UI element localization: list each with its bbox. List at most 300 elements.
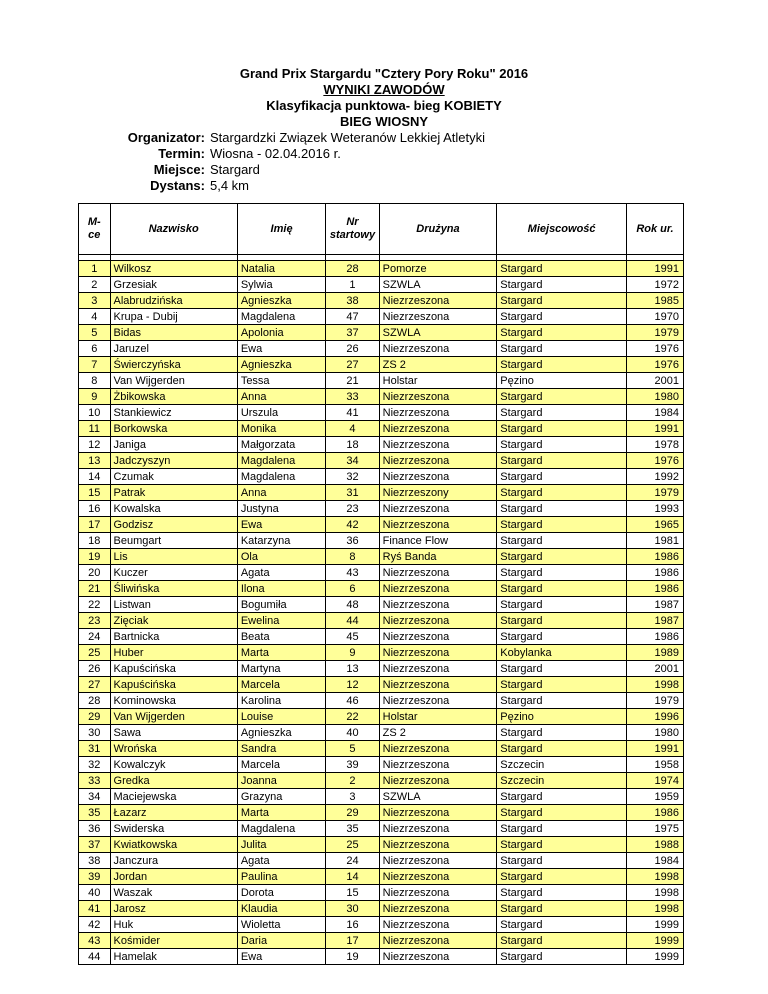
cell-city: Stargard <box>497 693 627 709</box>
cell-surname: Kuczer <box>110 565 237 581</box>
cell-surname: Wilkosz <box>110 261 237 277</box>
cell-city: Szczecin <box>497 773 627 789</box>
header-surname: Nazwisko <box>110 204 237 255</box>
cell-surname: Hamelak <box>110 949 237 965</box>
cell-surname: Zięciak <box>110 613 237 629</box>
cell-firstname: Marta <box>237 805 326 821</box>
cell-bib: 2 <box>326 773 379 789</box>
cell-place: 39 <box>79 869 111 885</box>
table-row <box>79 581 684 597</box>
results-body <box>79 261 684 965</box>
cell-firstname: Agnieszka <box>237 293 326 309</box>
cell-city: Stargard <box>497 933 627 949</box>
cell-birth-year: 1999 <box>626 949 683 965</box>
cell-firstname: Wioletta <box>237 917 326 933</box>
cell-place: 8 <box>79 373 111 389</box>
cell-birth-year: 1998 <box>626 885 683 901</box>
cell-birth-year: 1958 <box>626 757 683 773</box>
cell-birth-year: 1986 <box>626 629 683 645</box>
cell-team: Niezrzeszona <box>379 821 497 837</box>
cell-birth-year: 1984 <box>626 853 683 869</box>
cell-team: Niezrzeszona <box>379 405 497 421</box>
cell-place: 5 <box>79 325 111 341</box>
cell-birth-year: 1974 <box>626 773 683 789</box>
cell-firstname: Joanna <box>237 773 326 789</box>
cell-bib: 25 <box>326 837 379 853</box>
classification-heading: Klasyfikacja punktowa- bieg KOBIETY <box>266 98 502 113</box>
cell-bib: 32 <box>326 469 379 485</box>
cell-city: Stargard <box>497 597 627 613</box>
cell-team: Niezrzeszona <box>379 901 497 917</box>
cell-team: Niezrzeszona <box>379 613 497 629</box>
cell-city: Stargard <box>497 533 627 549</box>
cell-firstname: Tessa <box>237 373 326 389</box>
cell-firstname: Agata <box>237 565 326 581</box>
cell-birth-year: 1991 <box>626 741 683 757</box>
cell-city: Stargard <box>497 405 627 421</box>
cell-place: 41 <box>79 901 111 917</box>
table-row <box>79 709 684 725</box>
cell-team: Niezrzeszona <box>379 517 497 533</box>
table-row <box>79 725 684 741</box>
table-row <box>79 469 684 485</box>
cell-surname: Kwiatkowska <box>110 837 237 853</box>
cell-firstname: Klaudia <box>237 901 326 917</box>
cell-firstname: Marta <box>237 645 326 661</box>
table-row <box>79 341 684 357</box>
cell-team: Niezrzeszona <box>379 869 497 885</box>
cell-team: Niezrzeszona <box>379 565 497 581</box>
header-firstname: Imię <box>237 204 326 255</box>
cell-surname: Kowalska <box>110 501 237 517</box>
cell-bib: 41 <box>326 405 379 421</box>
cell-birth-year: 1998 <box>626 869 683 885</box>
cell-firstname: Anna <box>237 389 326 405</box>
cell-birth-year: 1989 <box>626 645 683 661</box>
cell-city: Pęzino <box>497 373 627 389</box>
cell-firstname: Anna <box>237 485 326 501</box>
cell-bib: 16 <box>326 917 379 933</box>
table-row <box>79 661 684 677</box>
cell-birth-year: 1999 <box>626 917 683 933</box>
cell-birth-year: 1972 <box>626 277 683 293</box>
cell-city: Stargard <box>497 309 627 325</box>
table-row <box>79 629 684 645</box>
cell-team: Niezrzeszona <box>379 645 497 661</box>
cell-birth-year: 1984 <box>626 405 683 421</box>
cell-surname: Wrońska <box>110 741 237 757</box>
cell-birth-year: 1978 <box>626 437 683 453</box>
cell-surname: Kowalczyk <box>110 757 237 773</box>
cell-birth-year: 1976 <box>626 341 683 357</box>
date-value: Wiosna - 02.04.2016 r. <box>210 146 341 161</box>
cell-surname: Maciejewska <box>110 789 237 805</box>
cell-firstname: Natalia <box>237 261 326 277</box>
table-row <box>79 485 684 501</box>
cell-bib: 42 <box>326 517 379 533</box>
cell-surname: Kominowska <box>110 693 237 709</box>
cell-city: Stargard <box>497 805 627 821</box>
cell-team: Niezrzeszona <box>379 837 497 853</box>
cell-team: Niezrzeszona <box>379 853 497 869</box>
cell-surname: Borkowska <box>110 421 237 437</box>
cell-place: 15 <box>79 485 111 501</box>
cell-team: Niezrzeszona <box>379 309 497 325</box>
cell-team: Niezrzeszona <box>379 597 497 613</box>
cell-birth-year: 1992 <box>626 469 683 485</box>
cell-bib: 28 <box>326 261 379 277</box>
cell-bib: 34 <box>326 453 379 469</box>
cell-firstname: Beata <box>237 629 326 645</box>
cell-birth-year: 1976 <box>626 453 683 469</box>
cell-firstname: Agnieszka <box>237 357 326 373</box>
table-row <box>79 597 684 613</box>
cell-team: Niezrzeszona <box>379 581 497 597</box>
cell-firstname: Dorota <box>237 885 326 901</box>
table-row <box>79 917 684 933</box>
cell-place: 23 <box>79 613 111 629</box>
cell-bib: 45 <box>326 629 379 645</box>
cell-place: 33 <box>79 773 111 789</box>
cell-surname: Van Wijgerden <box>110 709 237 725</box>
cell-surname: Jordan <box>110 869 237 885</box>
cell-firstname: Magdalena <box>237 469 326 485</box>
results-subtitle: WYNIKI ZAWODÓW <box>323 82 445 97</box>
cell-birth-year: 1987 <box>626 613 683 629</box>
cell-birth-year: 1988 <box>626 837 683 853</box>
table-row <box>79 933 684 949</box>
cell-firstname: Magdalena <box>237 453 326 469</box>
cell-birth-year: 2001 <box>626 661 683 677</box>
cell-firstname: Katarzyna <box>237 533 326 549</box>
cell-surname: Van Wijgerden <box>110 373 237 389</box>
cell-birth-year: 1998 <box>626 901 683 917</box>
organizer-label: Organizator: <box>127 130 205 145</box>
table-row <box>79 453 684 469</box>
table-row <box>79 773 684 789</box>
cell-surname: Jarosz <box>110 901 237 917</box>
cell-place: 11 <box>79 421 111 437</box>
table-row <box>79 437 684 453</box>
cell-place: 43 <box>79 933 111 949</box>
cell-firstname: Ola <box>237 549 326 565</box>
cell-team: Niezrzeszona <box>379 629 497 645</box>
cell-bib: 15 <box>326 885 379 901</box>
cell-firstname: Ewa <box>237 949 326 965</box>
cell-place: 2 <box>79 277 111 293</box>
cell-surname: Jaruzel <box>110 341 237 357</box>
cell-firstname: Ewa <box>237 341 326 357</box>
table-row <box>79 645 684 661</box>
cell-place: 31 <box>79 741 111 757</box>
cell-city: Stargard <box>497 901 627 917</box>
cell-surname: Bartnicka <box>110 629 237 645</box>
cell-team: Niezrzeszona <box>379 741 497 757</box>
distance-label: Dystans: <box>150 178 205 193</box>
cell-team: SZWLA <box>379 277 497 293</box>
cell-city: Stargard <box>497 277 627 293</box>
table-row <box>79 853 684 869</box>
header-place: M-ce <box>79 204 111 255</box>
cell-team: Niezrzeszona <box>379 773 497 789</box>
cell-birth-year: 1999 <box>626 933 683 949</box>
table-header-row <box>79 204 684 255</box>
cell-birth-year: 1980 <box>626 389 683 405</box>
table-row <box>79 517 684 533</box>
cell-place: 3 <box>79 293 111 309</box>
table-row <box>79 293 684 309</box>
race-name: BIEG WIOSNY <box>339 114 429 129</box>
cell-bib: 37 <box>326 325 379 341</box>
results-table <box>78 203 684 965</box>
cell-place: 9 <box>79 389 111 405</box>
cell-team: Niezrzeszony <box>379 485 497 501</box>
cell-surname: Sawa <box>110 725 237 741</box>
cell-team: Niezrzeszona <box>379 453 497 469</box>
cell-bib: 21 <box>326 373 379 389</box>
cell-city: Stargard <box>497 661 627 677</box>
cell-team: Niezrzeszona <box>379 805 497 821</box>
cell-bib: 39 <box>326 757 379 773</box>
cell-surname: Alabrudzińska <box>110 293 237 309</box>
cell-bib: 12 <box>326 677 379 693</box>
cell-surname: Stankiewicz <box>110 405 237 421</box>
cell-firstname: Karolina <box>237 693 326 709</box>
cell-place: 26 <box>79 661 111 677</box>
cell-team: Niezrzeszona <box>379 885 497 901</box>
cell-place: 13 <box>79 453 111 469</box>
cell-bib: 30 <box>326 901 379 917</box>
table-row <box>79 757 684 773</box>
cell-birth-year: 1980 <box>626 725 683 741</box>
table-row <box>79 373 684 389</box>
cell-bib: 36 <box>326 533 379 549</box>
cell-bib: 31 <box>326 485 379 501</box>
cell-birth-year: 1965 <box>626 517 683 533</box>
cell-firstname: Urszula <box>237 405 326 421</box>
table-row <box>79 565 684 581</box>
cell-place: 28 <box>79 693 111 709</box>
results-title: Grand Prix Stargardu "Cztery Pory Roku" 2016 <box>239 66 529 81</box>
table-row <box>79 501 684 517</box>
cell-team: Niezrzeszona <box>379 389 497 405</box>
table-row <box>79 693 684 709</box>
cell-city: Stargard <box>497 885 627 901</box>
cell-bib: 6 <box>326 581 379 597</box>
organizer-value: Stargardzki Związek Weteranów Lekkiej Atletyki <box>210 130 486 145</box>
cell-place: 44 <box>79 949 111 965</box>
cell-birth-year: 1986 <box>626 581 683 597</box>
cell-surname: Janiga <box>110 437 237 453</box>
cell-bib: 47 <box>326 309 379 325</box>
date-label: Termin: <box>158 146 205 161</box>
table-row <box>79 789 684 805</box>
cell-place: 12 <box>79 437 111 453</box>
cell-bib: 14 <box>326 869 379 885</box>
cell-place: 10 <box>79 405 111 421</box>
cell-firstname: Ewa <box>237 517 326 533</box>
table-row <box>79 325 684 341</box>
cell-bib: 9 <box>326 645 379 661</box>
cell-bib: 22 <box>326 709 379 725</box>
cell-city: Stargard <box>497 869 627 885</box>
cell-city: Stargard <box>497 949 627 965</box>
cell-birth-year: 1987 <box>626 597 683 613</box>
cell-firstname: Daria <box>237 933 326 949</box>
cell-city: Kobylanka <box>497 645 627 661</box>
cell-team: ZS 2 <box>379 725 497 741</box>
cell-firstname: Monika <box>237 421 326 437</box>
cell-city: Stargard <box>497 325 627 341</box>
place-label: Miejsce: <box>153 162 205 177</box>
cell-team: Niezrzeszona <box>379 661 497 677</box>
cell-firstname: Grazyna <box>237 789 326 805</box>
cell-place: 20 <box>79 565 111 581</box>
cell-firstname: Magdalena <box>237 309 326 325</box>
cell-city: Pęzino <box>497 709 627 725</box>
cell-city: Stargard <box>497 453 627 469</box>
cell-city: Stargard <box>497 437 627 453</box>
cell-place: 38 <box>79 853 111 869</box>
cell-place: 42 <box>79 917 111 933</box>
cell-team: Niezrzeszona <box>379 949 497 965</box>
cell-surname: Kapuścińska <box>110 677 237 693</box>
cell-team: Niezrzeszona <box>379 933 497 949</box>
cell-place: 32 <box>79 757 111 773</box>
cell-surname: Janczura <box>110 853 237 869</box>
cell-surname: Waszak <box>110 885 237 901</box>
cell-firstname: Ewelina <box>237 613 326 629</box>
table-row <box>79 677 684 693</box>
cell-team: Niezrzeszona <box>379 917 497 933</box>
cell-team: Niezrzeszona <box>379 757 497 773</box>
cell-firstname: Louise <box>237 709 326 725</box>
cell-bib: 35 <box>326 821 379 837</box>
cell-city: Stargard <box>497 485 627 501</box>
cell-city: Stargard <box>497 293 627 309</box>
table-row <box>79 805 684 821</box>
cell-birth-year: 1991 <box>626 261 683 277</box>
cell-team: Ryś Banda <box>379 549 497 565</box>
cell-firstname: Paulina <box>237 869 326 885</box>
cell-city: Stargard <box>497 389 627 405</box>
table-row <box>79 533 684 549</box>
cell-place: 16 <box>79 501 111 517</box>
cell-place: 24 <box>79 629 111 645</box>
cell-place: 4 <box>79 309 111 325</box>
table-row <box>79 949 684 965</box>
header-bib: Nr startowy <box>326 204 379 255</box>
cell-firstname: Justyna <box>237 501 326 517</box>
cell-birth-year: 1979 <box>626 693 683 709</box>
cell-city: Stargard <box>497 789 627 805</box>
cell-surname: Kapuścińska <box>110 661 237 677</box>
cell-surname: Bidas <box>110 325 237 341</box>
cell-place: 22 <box>79 597 111 613</box>
cell-birth-year: 1996 <box>626 709 683 725</box>
cell-place: 7 <box>79 357 111 373</box>
cell-birth-year: 1986 <box>626 565 683 581</box>
cell-surname: Godzisz <box>110 517 237 533</box>
cell-bib: 8 <box>326 549 379 565</box>
cell-place: 19 <box>79 549 111 565</box>
cell-firstname: Sandra <box>237 741 326 757</box>
cell-surname: Huber <box>110 645 237 661</box>
table-row <box>79 901 684 917</box>
table-row <box>79 261 684 277</box>
cell-bib: 38 <box>326 293 379 309</box>
cell-bib: 40 <box>326 725 379 741</box>
cell-team: Holstar <box>379 709 497 725</box>
cell-bib: 26 <box>326 341 379 357</box>
table-row <box>79 821 684 837</box>
cell-place: 29 <box>79 709 111 725</box>
cell-city: Stargard <box>497 821 627 837</box>
cell-birth-year: 1970 <box>626 309 683 325</box>
header-birth-year: Rok ur. <box>626 204 683 255</box>
cell-team: Niezrzeszona <box>379 469 497 485</box>
table-row <box>79 837 684 853</box>
cell-place: 14 <box>79 469 111 485</box>
cell-birth-year: 1981 <box>626 533 683 549</box>
table-row <box>79 549 684 565</box>
cell-bib: 43 <box>326 565 379 581</box>
cell-team: Finance Flow <box>379 533 497 549</box>
cell-city: Stargard <box>497 261 627 277</box>
cell-bib: 48 <box>326 597 379 613</box>
cell-city: Stargard <box>497 421 627 437</box>
cell-place: 1 <box>79 261 111 277</box>
cell-city: Stargard <box>497 549 627 565</box>
place-value: Stargard <box>210 162 260 177</box>
cell-team: Niezrzeszona <box>379 341 497 357</box>
table-row <box>79 277 684 293</box>
cell-firstname: Agata <box>237 853 326 869</box>
cell-firstname: Martyna <box>237 661 326 677</box>
cell-birth-year: 1986 <box>626 805 683 821</box>
cell-city: Stargard <box>497 501 627 517</box>
cell-place: 40 <box>79 885 111 901</box>
cell-surname: Huk <box>110 917 237 933</box>
cell-place: 35 <box>79 805 111 821</box>
cell-bib: 5 <box>326 741 379 757</box>
cell-bib: 24 <box>326 853 379 869</box>
cell-firstname: Marcela <box>237 757 326 773</box>
cell-firstname: Małgorzata <box>237 437 326 453</box>
cell-surname: Gredka <box>110 773 237 789</box>
cell-city: Stargard <box>497 629 627 645</box>
cell-surname: Patrak <box>110 485 237 501</box>
cell-surname: Beumgart <box>110 533 237 549</box>
cell-city: Stargard <box>497 469 627 485</box>
cell-bib: 29 <box>326 805 379 821</box>
cell-firstname: Julita <box>237 837 326 853</box>
cell-firstname: Apolonia <box>237 325 326 341</box>
cell-place: 30 <box>79 725 111 741</box>
cell-city: Stargard <box>497 725 627 741</box>
cell-surname: Śliwińska <box>110 581 237 597</box>
cell-birth-year: 1993 <box>626 501 683 517</box>
cell-team: Niezrzeszona <box>379 501 497 517</box>
cell-bib: 27 <box>326 357 379 373</box>
cell-team: Holstar <box>379 373 497 389</box>
cell-team: Niezrzeszona <box>379 421 497 437</box>
cell-city: Stargard <box>497 837 627 853</box>
cell-surname: Lis <box>110 549 237 565</box>
table-row <box>79 389 684 405</box>
cell-surname: Jadczyszyn <box>110 453 237 469</box>
cell-place: 25 <box>79 645 111 661</box>
